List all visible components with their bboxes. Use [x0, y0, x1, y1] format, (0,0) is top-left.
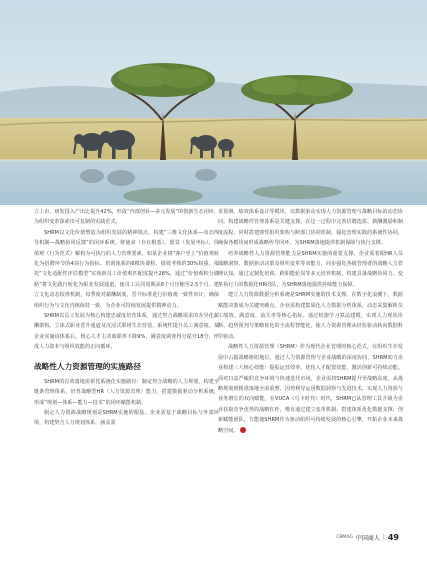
paragraph: 培养战略性人力资源管理能力是SHRM实施的重要支撑。企业需着眼HR人员战略洞察、数据驱动决策及组织变革等双能力，同步强化各级管理者的战略人力管理认知。通过定制化培训、跨职能轮岗等多元培养机制，构建具备战略协同力、变革执行力的数据化HR团队，为SHRM落地提供持续能力保障。 [218, 250, 403, 288]
magazine-name: 中国商人 [355, 535, 380, 542]
paragraph: SHRM以员工发展为核心构建忠诚度培育体系，通过契合战略需求的差异化薪酬架构、立体式职业晋升通道及沉浸式职场生态营造，系统性提升员工满意度。某企业实施该体系后，核心人才主动离职率下降9%，满意度调查得分提升18分，形成人力资本与组织效能的正向循环。 [34, 313, 219, 351]
page-number: 49 [387, 533, 399, 542]
article-column-left [34, 207, 219, 429]
paragraph: SHRM的有效落地需依托系统化实施路径：制定契合战略的人力规划，构建全链条管理体系，培育战略型HR（人力资源管理）能力，搭建数据驱动分析系统，形成“规划—体系—能力—技术”的闭环赋能机制。 [34, 378, 219, 406]
hero-photo [0, 0, 427, 205]
magazine-brand: CBMAG [336, 535, 353, 540]
page-footer [336, 533, 399, 542]
end-mark-icon [240, 427, 246, 433]
footer-separator: | [382, 534, 385, 541]
paragraph: 求预测、绩效体系设计等模块，以数据驱动实现人力资源管理与战略目标的动态协同。构建战略性管理体系是关键支撑。在这一过程中完善招聘选拔、薪酬激励和制度流程。同时搭建弹性组织架构与跨部门协同机制，强化管理实践的系统性协同，确保各模块间形成战略传导闭环，为SHRM落地提供机制保障与执行支撑。 [218, 209, 403, 247]
paragraph: 建立人力资源数据分析系统是SHRM实施的技术支撑。在数字化浪潮下，数据赋能决策成为关键突破点。企业需构建集成化人力数据分析体系，动态采集解析员工绩效、满意度、流失率等核心指标。通过机器学习算法建模，实现人力现状诊断、趋势预判与策略优化的全流程智能化，使人力资源管理从经验驱动转向数据科学驱动。 [218, 292, 403, 340]
paragraph-final [218, 342, 403, 436]
savanna-illustration [0, 0, 427, 205]
article-column-right [218, 207, 403, 436]
paragraph: 制定人力资源战略规划是SHRM实施的根基。企业需基于战略目标与外部环境，构建契合人力规划体系，涵盖需 [34, 409, 219, 427]
paragraph: 立上市，研发投入产出比提升42%，形成“内部创业—多元发展”的创新生态闭环，为组织变革探索出可复制的实践范式。 [34, 209, 219, 226]
paragraph-final-text: 战略性人力资源管理（SHRM）作为现代企业管理的核心范式，在组织生存发展中占据战略枢纽地位。通过人力资源管理与企业战略的深度协同，SHRM助力企业构建三大核心效能：提振运营效率、优化人才配置效能，激活创新可持续动能。面对日益严峻的竞争环境与快速迭代市场，企业需将SHRM提升至战略高度，从战略规划到精准落地全面重塑，因势利导运用数据洞察与先进技术，实现人力资源与业务增长的双向赋能。在VUCA（乌卡时代）时代，SHRM已从管理工具升级为企业获取竞争优势的战略杠杆，唯有通过建立变革机制、搭建体系优化数据支撑、创新赋能团队，方能使SHRM作为驱动组织可持续发展的核心引擎，开拓企业未来战略空间。 [218, 344, 403, 434]
section-heading: 战略性人力资源管理的实施路径 [34, 361, 142, 371]
paragraph: SHRM以文化价值塑造为组织发展的精神锚点，构建“三维文化体系—动态传导机制—战略协同反馈”的闭环系统。将使命（存在根基）、愿景（发展坐标）、价值观（行为范式）解构为可执行的人力管理要素，如某企业将“客户至上”价值观转化为招聘环节的4项行为指标、培训体系的6模块课程、绩效考核的30%权重。依托“文化适配性评估模型”实现新员工价值观匹配度提升28%，通过“价值观积分墙路”将文化践行转化为职业发展通道，使员工认同周期从6个月压缩至2.5个月。建立文化动态校准机制，每季度对薪酬制度、晋升标准进行价值观一致性审计，确保组织行为与文化内核保持一致，为企业可持续发展提供精神动力。 [34, 229, 219, 309]
distant-hills [0, 81, 427, 122]
lake-reflection [0, 160, 427, 205]
